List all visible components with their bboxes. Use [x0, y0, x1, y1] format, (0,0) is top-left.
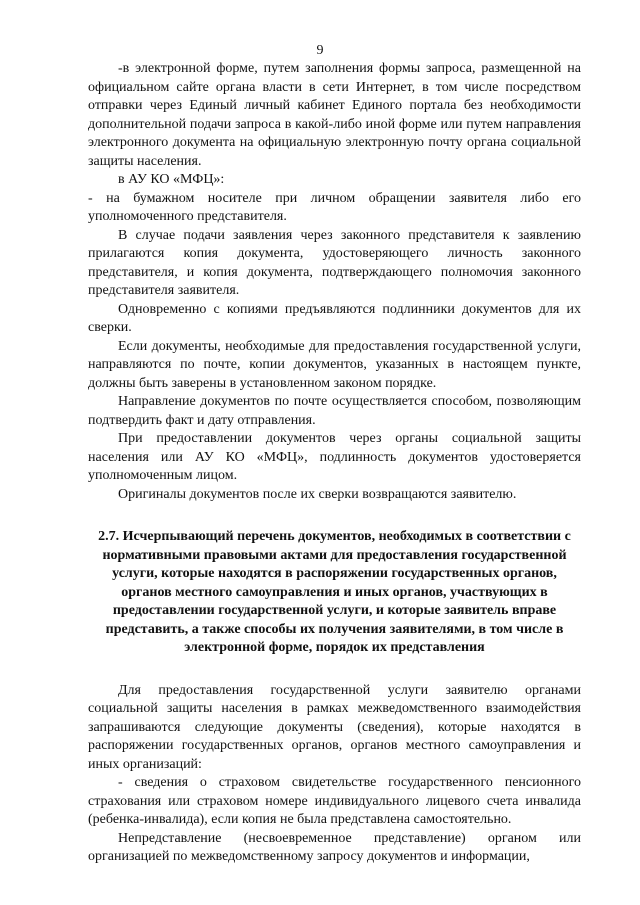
paragraph-originals-presented: Одновременно с копиями предъявляются подлинники документов для их сверки. — [88, 301, 581, 335]
paragraph-electronic-form: -в электронной форме, путем заполнения формы запроса, размещенной на официальном сайте органа власти в сети Интернет, в том числе посредством отправки через Единый личный кабинет Единого портала без необходимости дополнительной подачи запроса в какой-либо иной форме или путем направления электронного документа на официальную электронную почту органа социальной защиты населения. — [88, 61, 581, 169]
page-content — [88, 60, 581, 867]
paragraph-legal-representative: В случае подачи заявления через законного представителя к заявлению прилагаются копия документа, удостоверяющего личность законного представителя, и копия документа, подтверждающего полномочия законного представителя заявителя. — [88, 227, 581, 298]
paragraph-interagency-request: Для предоставления государственной услуги заявителю органами социальной защиты населения в рамках межведомственного взаимодействия запрашиваются следующие документы (сведения), которые находятся в распоряжении государственных органов, органов местного самоуправления и иных организаций: — [88, 682, 581, 772]
paragraph-mail-copies: Если документы, необходимые для предоставления государственной услуги, направляются по почте, копии документов, указанных в настоящем пункте, должны быть заверены в установленном законом порядке. — [88, 338, 581, 391]
paragraph-authentication: При предоставлении документов через органы социальной защиты населения или АУ КО «МФЦ», подлинность документов удостоверяется уполномоченным лицом. — [88, 431, 581, 483]
paragraph-mfc-label: в АУ КО «МФЦ»: — [118, 172, 225, 187]
paragraph-non-submission: Непредставление (несвоевременное представление) органом или организацией по межведомственному запросу документов и информации, — [88, 830, 581, 864]
paragraph-originals-returned: Оригиналы документов после их сверки возвращаются заявителю. — [118, 486, 517, 502]
paragraph-mail-method: Направление документов по почте осуществляется способом, позволяющим подтвердить факт и дату отправления. — [88, 394, 581, 428]
paragraph-paper-carrier: - на бумажном носителе при личном обращении заявителя либо его уполномоченного представителя. — [88, 190, 581, 224]
section-heading: 2.7. Исчерпывающий перечень документов, необходимых в соответствии с нормативными правовыми актами для предоставления государственной услуги, которые находятся в распоряжении государственных органов, органов местного самоуправления и иных органов, участвующих в предоставлении государственной услуги, и которые заявитель вправе представить, а также способы их получения заявителями, в том числе в электронной форме, порядок их представления — [98, 529, 571, 655]
page-number: 9 — [316, 43, 324, 58]
paragraph-insurance-info: - сведения о страховом свидетельстве государственного пенсионного страхования или страховом номере индивидуального лицевого счета инвалида (ребенка-инвалида), если копия не была представлена самостоятельно. — [88, 775, 581, 827]
